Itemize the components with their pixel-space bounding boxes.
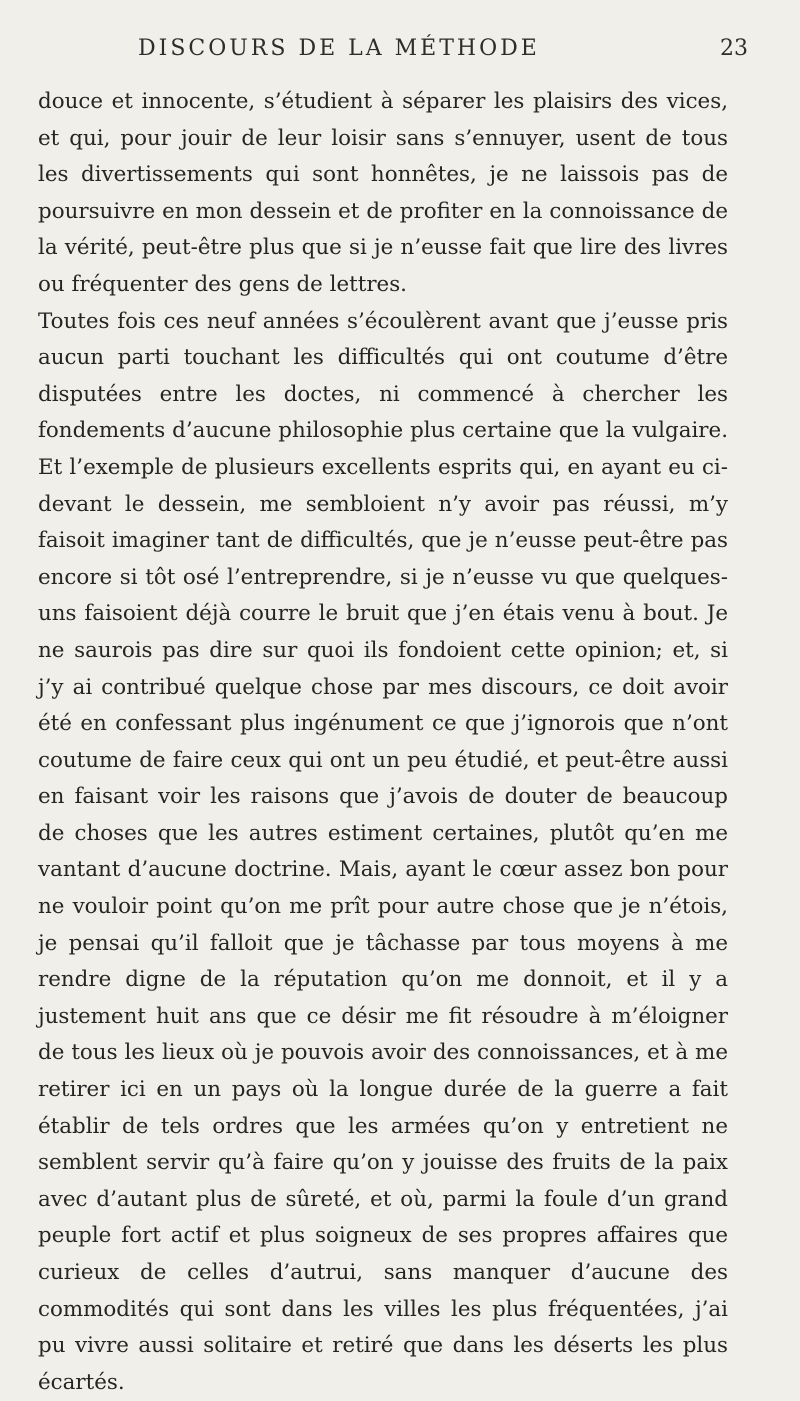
- page-number: 23: [720, 36, 748, 61]
- running-title: DISCOURS DE LA MÉTHODE: [138, 36, 540, 61]
- body-text: [38, 84, 728, 1401]
- paragraph-toutes-fois: Toutes fois ces neuf années s’écoulèrent avant que j’eusse pris aucun parti touchant les difficultés qui ont coutume d’être disputées entre les doctes, ni commencé à chercher les fondements d’aucune philosophie plus certaine que la vulgaire. Et l’exemple de plusieurs excellents esprits qui, en ayant eu ci-devant le dessein, me sembloient n’y avoir pas réussi, m’y faisoit imaginer tant de difficultés, que je n’eusse peut-être pas encore si tôt osé l’entreprendre, si je n’eusse vu que quelques-uns faisoient déjà courre le bruit que j’en étais venu à bout. Je ne saurois pas dire sur quoi ils fondoient cette opinion; et, si j’y ai contribué quelque chose par mes discours, ce doit avoir été en confessant plus ingénument ce que j’ignorois que n’ont coutume de faire ceux qui ont un peu étudié, et peut-être aussi en faisant voir les raisons que j’avois de douter de beaucoup de choses que les autres estiment certaines, plutôt qu’en me vantant d’aucune doctrine. Mais, ayant le cœur assez bon pour ne vouloir point qu’on me prît pour autre chose que je n’étois, je pensai qu’il falloit que je tâchasse par tous moyens à me rendre digne de la réputation qu’on me donnoit, et il y a justement huit ans que ce désir me fit résoudre à m’éloigner de tous les lieux où je pouvois avoir des connoissances, et à me retirer ici en un pays où la longue durée de la guerre a fait établir de tels ordres que les armées qu’on y entretient ne semblent servir qu’à faire qu’on y jouisse des fruits de la paix avec d’autant plus de sûreté, et où, parmi la foule d’un grand peuple fort actif et plus soigneux de ses propres affaires que curieux de celles d’autrui, sans manquer d’aucune des commodités qui sont dans les villes les plus fréquentées, j’ai pu vivre aussi solitaire et retiré que dans les déserts les plus écartés.: [38, 308, 728, 1395]
- paragraph-continuation: douce et innocente, s’étudient à séparer les plaisirs des vices, et qui, pour jouir de leur loisir sans s’ennuyer, usent de tous les divertissements qui sont honnêtes, je ne laissois pas de poursuivre en mon dessein et de profiter en la connoissance de la vérité, peut-être plus que si je n’eusse fait que lire des livres ou fréquenter des gens de lettres.: [38, 89, 728, 297]
- running-head: [138, 36, 748, 80]
